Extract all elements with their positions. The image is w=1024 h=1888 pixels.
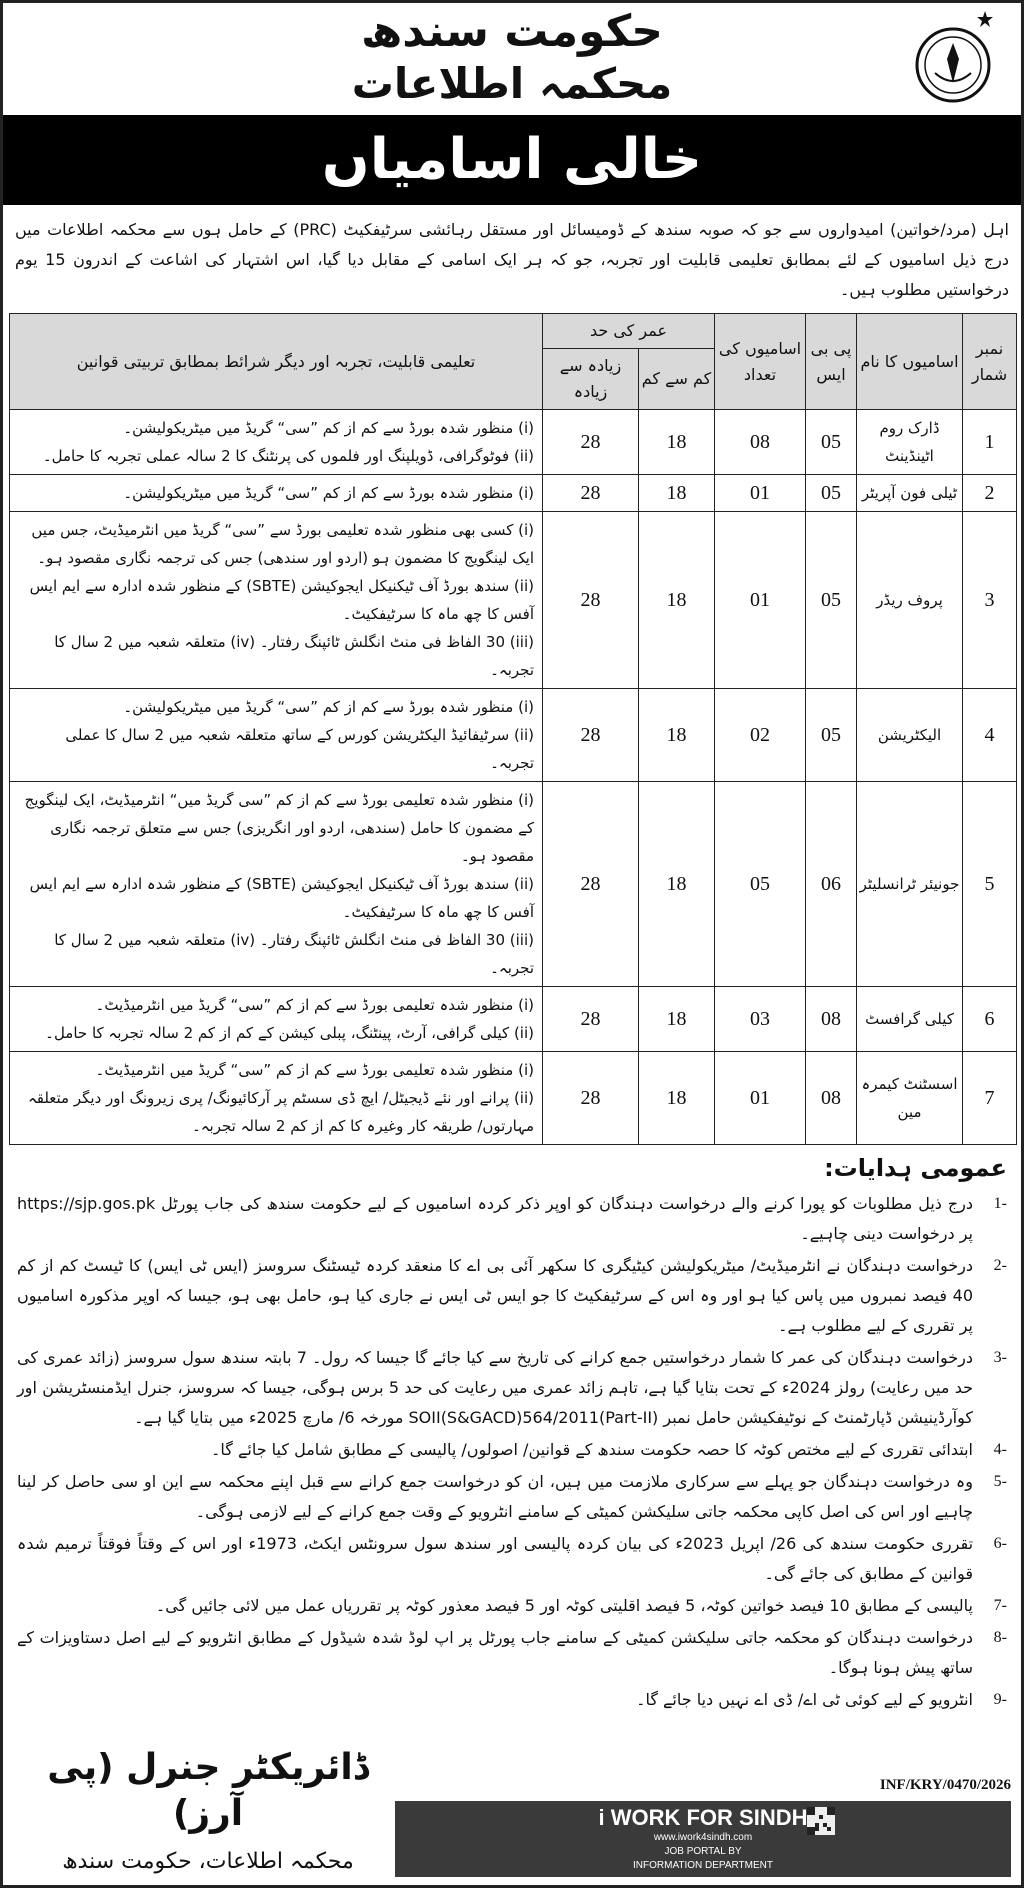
- header-age: عمر کی حد: [543, 314, 715, 349]
- instruction-number: -4: [993, 1441, 1007, 1458]
- serial-cell: 5: [963, 782, 1017, 987]
- qr-code-icon: [807, 1807, 835, 1835]
- intro-paragraph: اہل (مرد/خواتین) امیدواروں سے جو کہ صوبہ سندھ کے ڈومیسائل اور مستقل رہائشی سرٹیفکیٹ (PRC) کے حامل ہوں سے محکمہ اطلاعات میں درج ذیل اسامیوں کے لئے بمطابق تعلیمی قابلیت اور تجربہ، جو کہ ہر ایک اسامی کے مقابل دیا گیا، اس اشتہار کی اشاعت کے اندرون 15 یوم درخواستیں مطلوب ہیں۔: [15, 220, 1010, 299]
- count-cell: 01: [715, 1052, 806, 1145]
- header-bps: پی بی ایس: [806, 314, 857, 410]
- bps-cell: 06: [806, 782, 857, 987]
- instruction-number: -2: [993, 1257, 1007, 1274]
- bps-cell: 05: [806, 410, 857, 475]
- serial-cell: 4: [963, 689, 1017, 782]
- age-min-cell: 18: [639, 475, 715, 512]
- post-name-cell: ٹیلی فون آپریٹر: [857, 475, 963, 512]
- qualification-item: (i) منظور شدہ بورڈ سے کم از کم ”سی“ گریڈ میں میٹریکولیشن۔: [123, 484, 534, 502]
- count-cell: 01: [715, 512, 806, 689]
- post-name-cell: اسسٹنٹ کیمرہ مین: [857, 1052, 963, 1145]
- age-min-cell: 18: [639, 410, 715, 475]
- qualification-cell: [10, 689, 543, 782]
- count-cell: 03: [715, 987, 806, 1052]
- instruction-text: وہ درخواست دہندگان جو پہلے سے سرکاری ملازمت میں ہیں، ان کو درخواست جمع کرانے سے قبل اپنے محکمہ سے این او سی حاصل کر لینا چاہیے اور اس کی اصل کاپی محکمہ جاتی سلیکشن کمیٹی کے سامنے انٹرویو کے وقت جمع کرانے کے لیے لازمی ہوگی۔: [17, 1472, 973, 1521]
- serial-cell: 7: [963, 1052, 1017, 1145]
- bps-cell: 05: [806, 475, 857, 512]
- government-title: حکومت سندھ: [361, 6, 663, 57]
- age-min-cell: 18: [639, 1052, 715, 1145]
- table-row: [10, 689, 1017, 782]
- instruction-number: -8: [993, 1629, 1007, 1646]
- reference-number: INF/KRY/0470/2026: [879, 1777, 1011, 1793]
- count-cell: 08: [715, 410, 806, 475]
- instruction-text: درخواست دہندگان کی عمر کا شمار درخواستیں جمع کرانے کی تاریخ سے کیا جائے گا جیسا کہ رول۔ 7 بابتہ سندھ سول سروسز (زائد عمری کی حد میں رعایت) رولز 2024ء کے تحت بتایا گیا ہے، تاہم زائد عمری میں رعایت کی حد 5 برس ہوگی، جیسا کہ سروسز، جنرل ایڈمنسٹریشن اور کوآرڈینیشن ڈپارٹمنٹ کے نوٹیفکیشن حامل نمبر SOII(S&GACD)564/2011(Part-II) مورخہ 6/ مارچ 2025ء میں بتایا گیا ہے۔: [17, 1348, 974, 1427]
- table-row: [10, 475, 1017, 512]
- header-serial: نمبر شمار: [963, 314, 1017, 410]
- instruction-text: پالیسی کے مطابق 10 فیصد خواتین کوٹہ، 5 فیصد اقلیتی کوٹہ اور 5 فیصد معذور کوٹہ پر تقرریاں عمل میں لائی جائیں گی۔: [155, 1596, 973, 1615]
- age-max-cell: 28: [543, 475, 639, 512]
- age-max-cell: 28: [543, 689, 639, 782]
- table-row: [10, 782, 1017, 987]
- serial-cell: 2: [963, 475, 1017, 512]
- instruction-number: -9: [993, 1691, 1007, 1708]
- general-instructions: [3, 1145, 1021, 1717]
- qualification-cell: [10, 782, 543, 987]
- sindh-emblem-icon: [907, 9, 999, 109]
- qualification-cell: [10, 410, 543, 475]
- qualification-item: (iii) 30 الفاظ فی منٹ انگلش ٹائپنگ رفتار۔ (iv) متعلقہ شعبہ میں 2 سال کا تجربہ۔: [54, 633, 534, 679]
- instruction-number: -5: [993, 1473, 1007, 1490]
- post-name-cell: جونیئر ٹرانسلیٹر: [857, 782, 963, 987]
- instruction-item: [17, 1623, 1007, 1683]
- post-name-cell: الیکٹریشن: [857, 689, 963, 782]
- qualification-item: (ii) کیلی گرافی، آرٹ، پینٹنگ، پبلی کیشن کے کم از کم 2 سالہ تجربہ کا حامل۔: [45, 1024, 534, 1042]
- post-name-cell: ڈارک روم اٹینڈینٹ: [857, 410, 963, 475]
- age-max-cell: 28: [543, 1052, 639, 1145]
- instruction-text: درخواست دہندگان نے انٹرمیڈیٹ/ میٹریکولیشن کیٹیگری کا سکھر آئی بی اے کا منعقد کردہ ٹیسٹنگ سروسز (ایس ٹی ایس) کا ٹیسٹ کم از کم 40 فیصد نمبروں میں پاس کیا ہو اور وہ اس کے سرٹیفکیٹ کا جو ایس ٹی ایس نے جاری کیا ہو، حامل بھی ہو، جیسا کہ اوپر مذکورہ اسامیوں پر تقرری کے لیے مطلوب ہے۔: [17, 1256, 974, 1335]
- age-min-cell: 18: [639, 782, 715, 987]
- qualification-item: (ii) پرانے اور نئے ڈیجیٹل/ ایچ ڈی سسٹم پر آرکائیونگ/ پری زیرونگ اور دیگر متعلقہ مہارتوں/ طریقہ کار وغیرہ کا کم از کم 2 سالہ تجربہ۔: [27, 1089, 534, 1135]
- bps-cell: 08: [806, 1052, 857, 1145]
- instruction-item: [17, 1685, 1007, 1715]
- portal-url[interactable]: www.iwork4sindh.com: [653, 1832, 753, 1843]
- instruction-text: تقرری حکومت سندھ کی 26/ اپریل 2023ء کی بیان کردہ پالیسی اور سندھ سول سرونٹس ایکٹ، 1973ء اور اس کے وقتاً فوقتاً ترمیم شدہ قوانین کے مطابق کی جائے گی۔: [17, 1534, 974, 1583]
- signatory-department: محکمہ اطلاعات، حکومت سندھ: [62, 1849, 354, 1874]
- qualification-item: (iii) 30 الفاظ فی منٹ انگلش ٹائپنگ رفتار۔ (iv) متعلقہ شعبہ میں 2 سال کا تجربہ۔: [54, 931, 534, 977]
- instruction-text: انٹرویو کے لیے کوئی ٹی اے/ ڈی اے نہیں دیا جائے گا۔: [636, 1690, 973, 1709]
- instruction-item: [17, 1591, 1007, 1621]
- qualification-item: (i) منظور شدہ تعلیمی بورڈ سے کم از کم ”سی“ گریڈ میں انٹرمیڈیٹ۔: [95, 996, 534, 1014]
- instruction-number: -6: [993, 1535, 1007, 1552]
- count-cell: 05: [715, 782, 806, 987]
- instruction-text: درخواست دہندگان کو محکمہ جاتی سلیکشن کمیٹی کے سامنے جاب پورٹل پر اپ لوڈ شدہ شیڈول کے مطابق انٹرویو کے لیے اصل دستاویزات کے ساتھ پیش ہونا ہوگا۔: [17, 1628, 973, 1677]
- age-max-cell: 28: [543, 410, 639, 475]
- qualification-cell: [10, 987, 543, 1052]
- header: [3, 3, 1021, 115]
- department-title: محکمہ اطلاعات: [351, 59, 673, 108]
- qualification-item: (ii) فوٹوگرافی، ڈویلپنگ اور فلموں کی پرنٹنگ کا 2 سالہ عملی تجربہ کا حامل۔: [42, 447, 534, 465]
- bps-cell: 05: [806, 689, 857, 782]
- qualification-item: (i) منظور شدہ تعلیمی بورڈ سے کم از کم ”سی گریڈ میں“ انٹرمیڈیٹ، ایک لینگویج کے مضمون کا حامل (سندھی، اردو اور انگریزی) جس سے متعلق ترجمہ نگاری مقصود ہو۔: [24, 791, 534, 865]
- header-name: اسامیوں کا نام: [857, 314, 963, 410]
- job-portal-banner: [395, 1801, 1011, 1877]
- instruction-item: [17, 1251, 1007, 1341]
- qualification-item: (i) کسی بھی منظور شدہ تعلیمی بورڈ سے ”سی“ گریڈ میں انٹرمیڈیٹ، جس میں ایک لینگویج کا مضمون ہو (اردو اور سندھی) جس کی ترجمہ نگاری مقصود ہو۔: [31, 521, 534, 567]
- instruction-number: -1: [993, 1195, 1007, 1212]
- footer-right: [395, 1775, 1011, 1877]
- vacancies-table: [9, 313, 1017, 1145]
- table-row: [10, 987, 1017, 1052]
- serial-cell: 1: [963, 410, 1017, 475]
- qualification-item: (ii) سندھ بورڈ آف ٹیکنیکل ایجوکیشن (SBTE) کے منظور شدہ ادارہ سے ایم ایس آفس کا چھ ماہ کا سرٹیفکیٹ۔: [29, 875, 534, 921]
- instruction-item: [17, 1467, 1007, 1527]
- header-count: اسامیوں کی تعداد: [715, 314, 806, 410]
- qualification-item: (ii) سرٹیفائیڈ الیکٹریشن کورس کے ساتھ متعلقہ شعبہ میں 2 سال کا عملی تجربہ۔: [65, 726, 534, 772]
- post-name-cell: کیلی گرافسٹ: [857, 987, 963, 1052]
- instruction-number: -3: [993, 1349, 1007, 1366]
- signature-block: [21, 1745, 395, 1877]
- count-cell: 02: [715, 689, 806, 782]
- instructions-title: عمومی ہدایات:: [824, 1154, 1007, 1182]
- count-cell: 01: [715, 475, 806, 512]
- vacancies-banner: خالی اسامیاں: [3, 115, 1021, 205]
- instruction-text: ابتدائی تقرری کے لیے مختص کوٹہ کا حصہ حکومت سندھ کے قوانین/ اصولوں/ پالیسی کے مطابق شامل کیا جائے گا۔: [211, 1440, 973, 1459]
- instruction-item: [17, 1189, 1007, 1249]
- bps-cell: 08: [806, 987, 857, 1052]
- age-max-cell: 28: [543, 512, 639, 689]
- qualification-item: (i) منظور شدہ بورڈ سے کم از کم ”سی“ گریڈ میں میٹریکولیشن۔: [123, 419, 534, 437]
- qualification-item: (ii) سندھ بورڈ آف ٹیکنیکل ایجوکیشن (SBTE) کے منظور شدہ ادارہ سے ایم ایس آفس کا چھ ماہ کا سرٹیفکیٹ۔: [29, 577, 534, 623]
- qualification-cell: [10, 475, 543, 512]
- post-name-cell: پروف ریڈر: [857, 512, 963, 689]
- age-min-cell: 18: [639, 689, 715, 782]
- instruction-item: [17, 1435, 1007, 1465]
- table-row: [10, 1052, 1017, 1145]
- portal-line1: JOB PORTAL BY: [664, 1846, 742, 1857]
- footer: [3, 1731, 1021, 1885]
- qualification-item: (i) منظور شدہ تعلیمی بورڈ سے کم از کم ”سی“ گریڈ میں انٹرمیڈیٹ۔: [95, 1061, 534, 1079]
- table-row: [10, 410, 1017, 475]
- header-age-min: کم سے کم: [639, 349, 715, 410]
- qualification-cell: [10, 1052, 543, 1145]
- age-min-cell: 18: [639, 512, 715, 689]
- bps-cell: 05: [806, 512, 857, 689]
- instruction-item: [17, 1529, 1007, 1589]
- age-max-cell: 28: [543, 987, 639, 1052]
- signatory: ڈائریکٹر جنرل (پی آرز): [47, 1747, 369, 1834]
- instruction-item: [17, 1343, 1007, 1433]
- instruction-number: -7: [993, 1597, 1007, 1614]
- age-min-cell: 18: [639, 987, 715, 1052]
- serial-cell: 6: [963, 987, 1017, 1052]
- qualification-item: (i) منظور شدہ بورڈ سے کم از کم ”سی“ گریڈ میں میٹریکولیشن۔: [123, 698, 534, 716]
- qualification-cell: [10, 512, 543, 689]
- age-max-cell: 28: [543, 782, 639, 987]
- header-qualification: تعلیمی قابلیت، تجربہ اور دیگر شرائط بمطابق تربیتی قوانین: [10, 314, 543, 410]
- table-row: [10, 512, 1017, 689]
- portal-brand: i WORK FOR SINDH: [598, 1805, 808, 1830]
- serial-cell: 3: [963, 512, 1017, 689]
- instruction-text: درج ذیل مطلوبات کو پورا کرنے والے درخواست دہندگان کو اوپر ذکر کردہ اسامیوں کے لیے حکومت سندھ کی جاب پورٹل https://sjp.gos.pk پر درخواست دینی چاہیے۔: [17, 1194, 973, 1243]
- header-age-max: زیادہ سے زیادہ: [543, 349, 639, 410]
- portal-line2: INFORMATION DEPARTMENT: [633, 1860, 773, 1871]
